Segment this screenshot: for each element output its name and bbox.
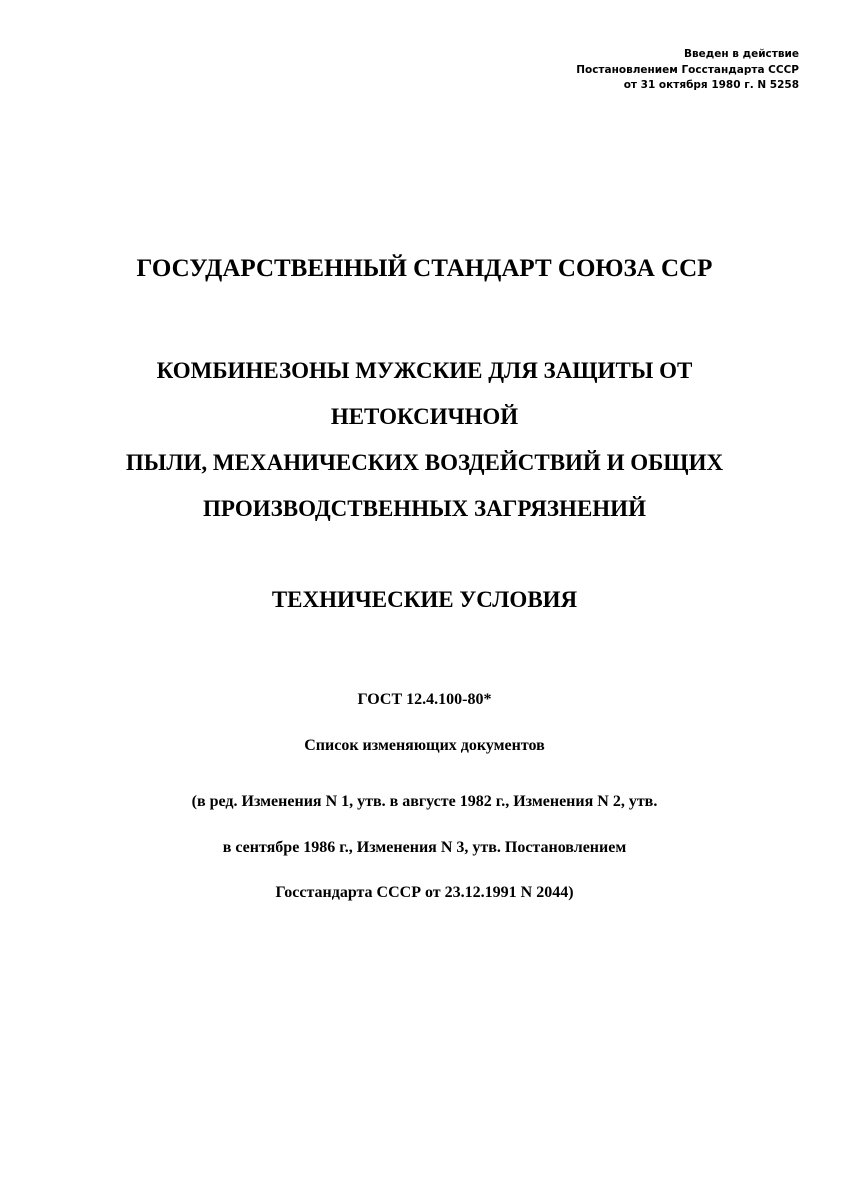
changes-line: (в ред. Изменения N 1, утв. в августе 1982 г., Изменения N 2, утв.: [191, 793, 658, 810]
technical-conditions-heading: ТЕХНИЧЕСКИЕ УСЛОВИЯ: [271, 587, 578, 612]
enactment-line: Введен в действие: [684, 48, 799, 60]
gost-number: ГОСТ 12.4.100-80*: [357, 691, 492, 708]
product-title-line: НЕТОКСИЧНОЙ: [330, 404, 519, 429]
changes-list: [0, 779, 849, 916]
changes-line: Госстандарта СССР от 23.12.1991 N 2044): [275, 884, 574, 901]
product-title-line: КОМБИНЕЗОНЫ МУЖСКИЕ ДЛЯ ЗАЩИТЫ ОТ: [156, 358, 693, 383]
changes-heading: Список изменяющих документов: [304, 737, 545, 754]
product-title: [0, 348, 849, 532]
product-title-line: ПРОИЗВОДСТВЕННЫХ ЗАГРЯЗНЕНИЙ: [203, 496, 646, 521]
enactment-line: Постановлением Госстандарта СССР: [576, 63, 799, 76]
enactment-note: [576, 47, 799, 94]
changes-line: в сентябре 1986 г., Изменения N 3, утв. Постановлением: [222, 838, 627, 856]
standard-heading: ГОСУДАРСТВЕННЫЙ СТАНДАРТ СОЮЗА ССР: [136, 255, 713, 282]
enactment-line: от 31 октября 1980 г. N 5258: [623, 79, 799, 91]
product-title-line: ПЫЛИ, МЕХАНИЧЕСКИХ ВОЗДЕЙСТВИЙ И ОБЩИХ: [125, 450, 724, 475]
